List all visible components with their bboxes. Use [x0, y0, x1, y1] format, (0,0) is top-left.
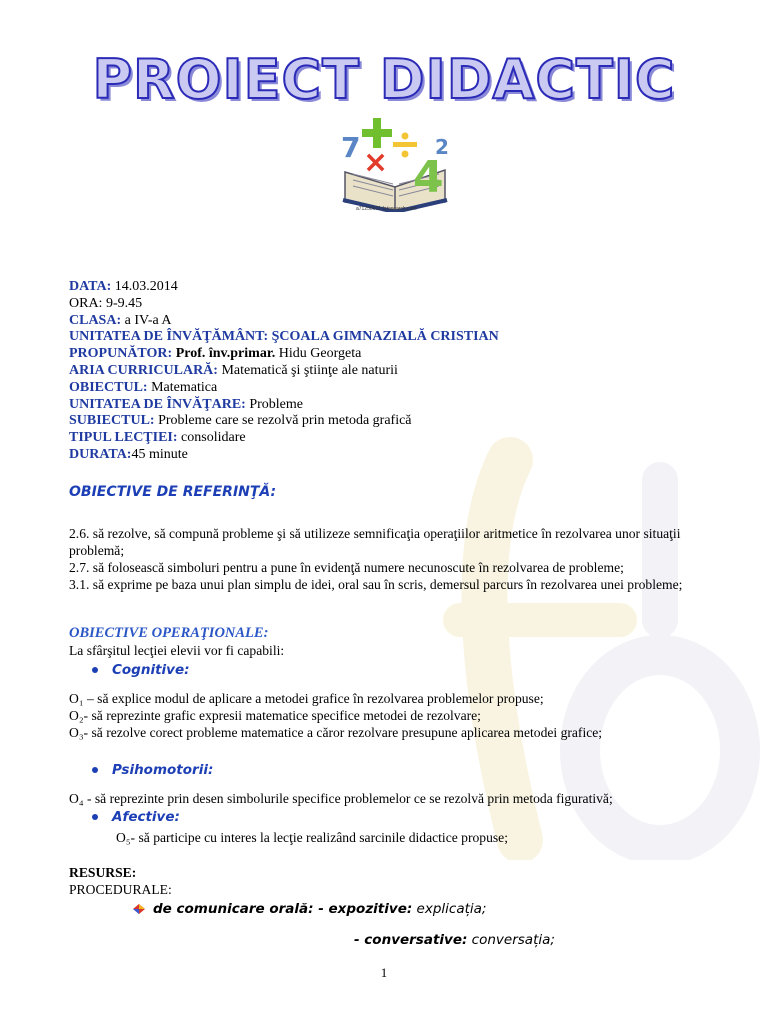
obiective-referinta-list — [69, 525, 729, 593]
page-number: 1 — [380, 965, 388, 980]
afective-bullet — [92, 809, 180, 825]
obiective-operationale-intro: La sfârşitul lecţiei elevii vor fi capabili: — [69, 643, 285, 658]
psihomotorii-bullet — [92, 762, 213, 778]
meta-data-row — [69, 279, 499, 296]
conversative-label: - conversative: — [354, 932, 468, 948]
cognitive-bullet — [92, 662, 190, 678]
clasa-label: CLASA: — [69, 312, 122, 328]
svg-text:×: × — [363, 145, 389, 180]
meta-propunator-row — [69, 346, 499, 363]
diamond-bullet-icon — [133, 904, 145, 914]
unit-inv-value: Probleme — [245, 396, 303, 412]
comunicare-orala-label: de comunicare orală: - expozitive: — [153, 901, 413, 917]
psihomotorii-label: Psihomotorii: — [112, 762, 214, 778]
unitatea-label: UNITATEA DE ÎNVĂŢĂMÂNT: ŞCOALA GIMNAZIALĂ CRISTIAN — [69, 329, 499, 345]
subiectul-value: Probleme care se rezolvă prin metoda grafică — [154, 413, 412, 429]
cognitive-item: O₁ – să explice modul de aplicare a metodei grafice în rezolvarea problemelor propuse; — [69, 691, 544, 706]
resurse-heading: RESURSE: — [69, 865, 137, 880]
resurse-block — [69, 865, 172, 899]
cognitive-label: Cognitive: — [112, 662, 190, 678]
unit-inv-label: UNITATEA DE ÎNVĂŢARE: — [69, 396, 246, 412]
obiectul-value: Matematica — [147, 379, 218, 395]
conversative-line — [354, 932, 555, 948]
meta-unitatea-row — [69, 329, 499, 346]
psihomotorii-item: O₄ - să reprezinte prin desen simbolurile specifice problemelor ce se rezolvă prin metoda figurativă; — [69, 791, 613, 806]
meta-obiectul-row — [69, 380, 499, 397]
data-label: DATA: — [69, 279, 112, 294]
svg-text:7: 7 — [341, 131, 361, 164]
obiective-referinta-heading: OBIECTIVE DE REFERINŢĂ: — [69, 484, 277, 500]
meta-subiectul-row — [69, 413, 499, 430]
bullet-dot-icon — [92, 667, 98, 673]
aria-label: ARIA CURRICULARĂ: — [69, 362, 218, 378]
cognitive-item: O₃- să rezolve corect probleme matematice a căror rezolvare presupune aplicarea metodei grafice; — [69, 725, 603, 740]
ora-value: 9-9.45 — [102, 295, 143, 311]
aria-value: Matematică şi ştiinţe ale naturii — [217, 362, 398, 378]
math-book-logo — [335, 112, 455, 212]
bullet-dot-icon — [92, 767, 98, 773]
comunicare-orala-line — [133, 901, 486, 917]
obiectul-label: OBIECTUL: — [69, 379, 148, 395]
obiectiv-referinta-item: 3.1. să exprime pe baza unui plan simplu de idei, oral sau în scris, demersul parcurs în rezolvarea unei probleme; — [69, 577, 683, 592]
propunator-value: Hidu Georgeta — [275, 346, 362, 362]
meta-tipul-row — [69, 430, 499, 447]
meta-unit-inv-row — [69, 397, 499, 414]
meta-ora-row — [69, 296, 499, 313]
svg-text:2: 2 — [435, 135, 449, 159]
afective-item: O₅- să participe cu interes la lecţie realizând sarcinile didactice propuse; — [116, 830, 508, 845]
cognitive-list — [69, 690, 729, 741]
propunator-title: Prof. înv.primar. — [172, 346, 276, 362]
durata-label: DURATA: — [69, 446, 132, 462]
meta-durata-row — [69, 447, 499, 464]
data-value: 14.03.2014 — [111, 279, 178, 294]
obiectiv-referinta-item: 2.7. să folosească simboluri pentru a pune în evidenţă numere necunoscute în rezolvarea de probleme; — [69, 560, 624, 575]
meta-aria-row — [69, 363, 499, 380]
tipul-value: consolidare — [177, 430, 246, 446]
meta-clasa-row — [69, 313, 499, 330]
cognitive-item: O₂- să reprezinte grafic expresii matematice specifice metodei de rezolvare; — [69, 708, 481, 723]
tipul-label: TIPUL LECŢIEI: — [69, 430, 178, 446]
clasa-value: a IV-a A — [121, 312, 172, 328]
durata-value: 45 minute — [131, 446, 188, 462]
logo-credit: a71256601 fotosearch.com — [356, 206, 417, 212]
propunator-label: PROPUNĂTOR: — [69, 346, 173, 362]
obiectiv-referinta-item: 2.6. să rezolve, să compună probleme şi să utilizeze semnificaţia operaţiilor aritmetice în rezolvarea unor situaţii problemă; — [69, 526, 681, 558]
afective-label: Afective: — [112, 809, 180, 825]
svg-text:4: 4 — [413, 152, 444, 203]
document-title: PROIECT DIDACTIC — [92, 48, 676, 111]
subiectul-label: SUBIECTUL: — [69, 413, 155, 429]
procedurale-label: PROCEDURALE: — [69, 881, 172, 897]
bullet-dot-icon — [92, 814, 98, 820]
explicatia-value: explicația; — [412, 901, 487, 917]
lesson-metadata — [69, 279, 499, 464]
ora-label: ORA: — [69, 295, 103, 311]
conversatia-value: conversația; — [467, 932, 555, 948]
obiective-operationale-heading: OBIECTIVE OPERAŢIONALE: — [69, 625, 269, 641]
